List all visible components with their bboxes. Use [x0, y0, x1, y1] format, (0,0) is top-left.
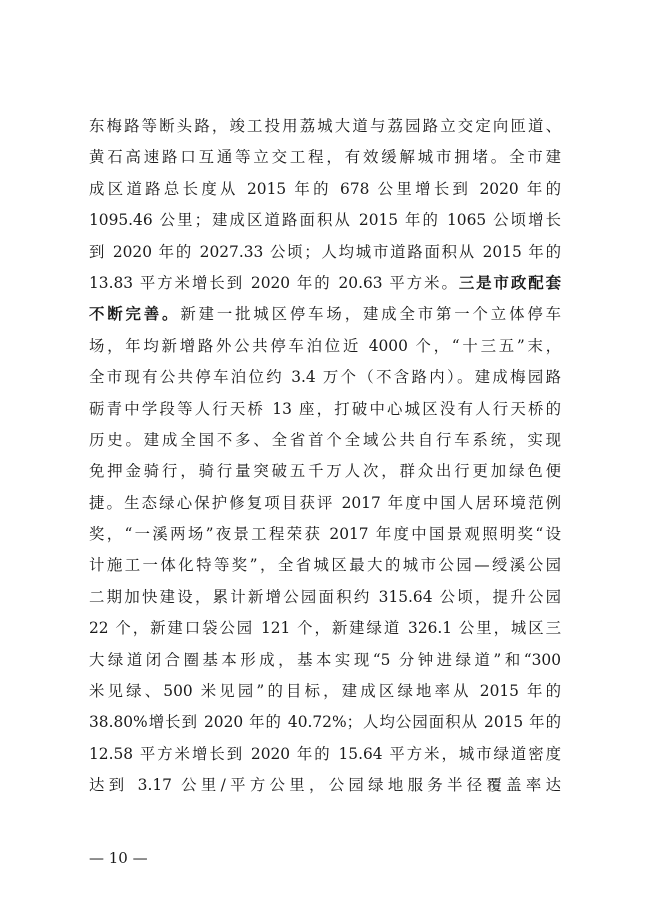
text-line: 达到 3.17 公里/平方公里，公园绿地服务半径覆盖率达	[89, 776, 561, 795]
text-line: 计施工一体化特等奖”，全省城区最大的城市公园—绶溪公园	[89, 556, 561, 575]
text-line	[89, 268, 561, 299]
text-line: 历史。建成全国不多、全省首个全域公共自行车系统，实现	[89, 430, 561, 449]
text-line: 砺青中学段等人行天桥 13 座，打破中心城区没有人行天桥的	[89, 399, 561, 418]
bold-heading-run: 不断完善。	[89, 305, 181, 324]
text-line: 到 2020 年的 2027.33 公顷；人均城市道路面积从 2015 年的	[89, 242, 561, 261]
text-line: 奖，“一溪两场”夜景工程荣获 2017 年度中国景观照明奖“设	[89, 525, 561, 544]
text-line: 场，年均新增路外公共停车泊位近 4000 个，“十三五”末，	[89, 336, 561, 355]
text-line: 捷。生态绿心保护修复项目获评 2017 年度中国人居环境范例	[89, 493, 561, 512]
text-line: 米见绿、500 米见园”的目标，建成区绿地率从 2015 年的	[89, 682, 561, 701]
text-line: 免押金骑行，骑行量突破五千万人次，群众出行更加绿色便	[89, 462, 561, 481]
text-line: 12.58 平方米增长到 2020 年的 15.64 平方米，城市绿道密度	[89, 744, 561, 763]
text-line: 38.80%增长到 2020 年的 40.72%；人均公园面积从 2015 年的	[89, 713, 561, 732]
text-line: 全市现有公共停车泊位约 3.4 万个（不含路内）。建成梅园路	[89, 368, 561, 387]
text-line: 黄石高速路口互通等立交工程，有效缓解城市拥堵。全市建	[89, 148, 561, 167]
body-paragraph	[89, 111, 561, 802]
bold-heading-run: 三是市政配套	[458, 273, 561, 292]
text-run: 13.83 平方米增长到 2020 年的 20.63 平方米。	[89, 273, 459, 292]
text-line: 1095.46 公里；建成区道路面积从 2015 年的 1065 公顷增长	[89, 211, 561, 230]
text-line: 22 个，新建口袋公园 121 个，新建绿道 326.1 公里，城区三	[89, 619, 561, 638]
text-run: 新建一批城区停车场，建成全市第一个立体停车	[180, 305, 561, 324]
text-line: 东梅路等断头路，竣工投用荔城大道与荔园路立交定向匝道、	[89, 117, 561, 135]
text-line: 成区道路总长度从 2015 年的 678 公里增长到 2020 年的	[89, 179, 561, 198]
page-number: — 10 —	[89, 849, 148, 867]
text-line	[89, 299, 561, 330]
text-line: 大绿道闭合圈基本形成，基本实现“5 分钟进绿道”和“300	[89, 650, 561, 669]
text-line: 二期加快建设，累计新增公园面积约 315.64 公顷，提升公园	[89, 587, 561, 606]
